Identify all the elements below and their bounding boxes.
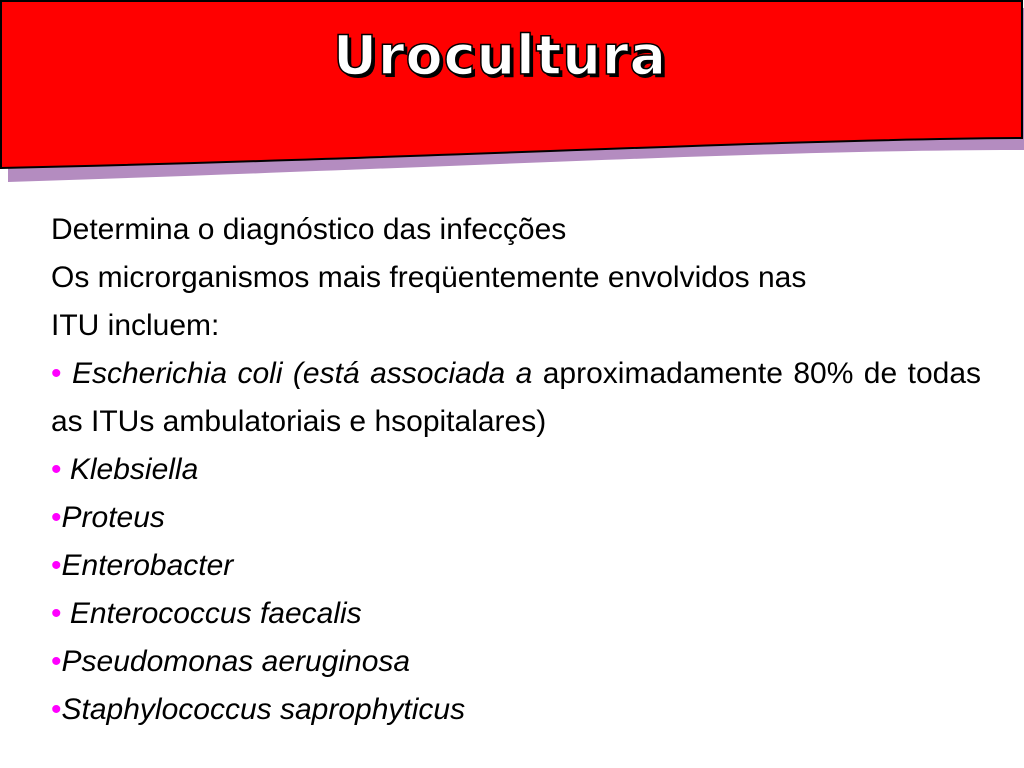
list-item-enterobacter (51, 542, 981, 590)
list-item-text: Enterobacter (61, 549, 234, 582)
bullet-icon: • (51, 501, 62, 534)
list-item-text: Pseudomonas aeruginosa (61, 645, 411, 678)
bullet-icon: • (51, 645, 62, 678)
list-item-escherichia (51, 350, 981, 446)
bullet-icon: • (51, 357, 62, 390)
list-item-text: Staphylococcus saprophyticus (61, 693, 466, 726)
slide-body (51, 206, 981, 734)
slide-title: Urocultura (333, 24, 667, 87)
list-item-staphylococcus (51, 686, 981, 734)
bullet-icon: • (51, 453, 62, 486)
intro-line-3: ITU incluem: (51, 309, 220, 342)
item-italic-text: Escherichia coli (está associada a (71, 357, 533, 390)
item-normal-text: aproximadamente 80% de todas as ITUs ambulatoriais e hsopitalares) (51, 357, 982, 438)
list-item-text: Enterococcus faecalis (69, 597, 362, 630)
list-item-text: Proteus (61, 501, 165, 534)
list-item-proteus (51, 494, 981, 542)
list-item-enterococcus (51, 590, 981, 638)
list-item-klebsiella (51, 446, 981, 494)
bullet-icon: • (51, 549, 62, 582)
intro-line-2: Os microrganismos mais freqüentemente envolvidos nas (51, 261, 807, 294)
list-item-pseudomonas (51, 638, 981, 686)
list-item-text: Klebsiella (69, 453, 199, 486)
bullet-icon: • (51, 693, 62, 726)
intro-line-1: Determina o diagnóstico das infecções (51, 213, 567, 246)
bullet-icon: • (51, 597, 62, 630)
